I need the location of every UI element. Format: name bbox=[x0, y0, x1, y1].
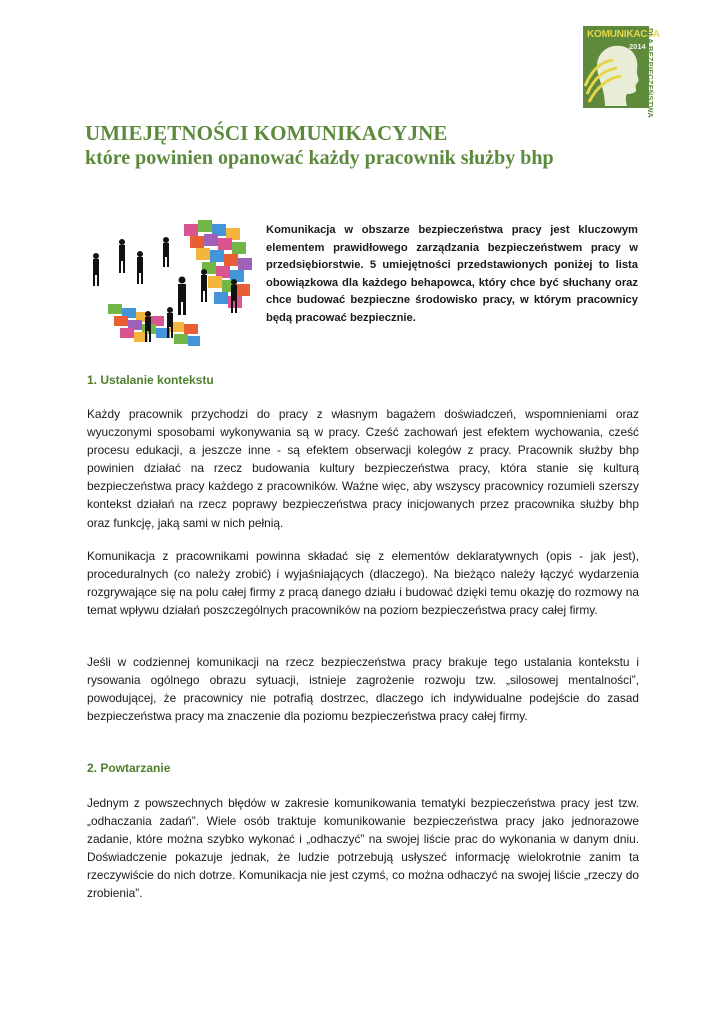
logo-title: KOMUNIKACJA bbox=[587, 29, 660, 40]
paragraph: Komunikacja z pracownikami powinna składać się z elementów deklaratywnych (opis - jak jest), proceduralnych (co należy zrobić) i wyjaśniających (dlaczego). Na bieżąco należy łączyć wydarzenia rozgrywające się na polu całej firmy z pracą danego działu i budować dzięki temu okazję do rozmowy na temat wpływu działań poszczególnych pracowników na poziom bezpieczeństwa pracy całej firmy. bbox=[87, 549, 639, 618]
page-title: UMIEJĘTNOŚCI KOMUNIKACYJNE bbox=[85, 121, 448, 145]
intro-text: Komunikacja w obszarze bezpieczeństwa pracy jest kluczowym elementem prawidłowego zarządzania bezpieczeństwem pracy w przedsiębiorstwie. 5 umiejętności przedstawionych poniżej to lista obowiązkowa dla każdego behapowca, który chce być słuchany oraz chce budować bezpieczne środowisko pracy, w którym pracownicy będą pracować bezpiecznie. bbox=[266, 224, 638, 324]
paragraph: Każdy pracownik przychodzi do pracy z własnym bagażem doświadczeń, wspomnieniami oraz wyuczonymi sposobami wykonywania są w pracy. Cześć zachowań jest efektem wychowania, cześć procesu edukacji, a jeszcze inne - są efektem obserwacji kolegów z pracy. Pracownik służby bhp powinien działać na rzecz budowania kultury bezpieczeństwa pracy, która stanie się kulturą bezpieczeństwa pracy każdego z pracowników. Ważne więc, aby wszyscy pracownicy rozumieli szerszy kontekst działań na rzecz poprawy bezpieczeństwa pracy inicjowanych przez pracownika służby bhp oraz funkcję, jaką sami w nich pełnią. bbox=[87, 407, 639, 530]
paragraph: Jeśli w codziennej komunikacji na rzecz bezpieczeństwa pracy brakuje tego ustalania kontekstu i rysowania ogólnego obrazu sytuacji, istnieje zagrożenie rozwoju tzw. „silosowej mentalności”, powodującej, że pracownicy nie potrafią dostrzec, dlaczego ich indywidualne podejście do zasad bezpieczeństwa pracy ma znaczenie dla poziomu bezpieczeństwa pracy całej firmy. bbox=[87, 655, 639, 724]
logo-year: 2014 bbox=[629, 42, 646, 51]
puzzle-pieces bbox=[108, 220, 252, 346]
section-heading: 2. Powtarzanie bbox=[87, 761, 171, 775]
logo bbox=[583, 26, 663, 118]
page-subtitle: które powinien opanować każdy pracownik służby bhp bbox=[85, 147, 554, 169]
paragraph: Jednym z powszechnych błędów w zakresie komunikowania tematyki bezpieczeństwa pracy jest tzw. „odhaczania zadań”. Wiele osób traktuje komunikowanie bezpieczeństwa pracy jako jednorazowe zadanie, które można szybko wykonać i „odhaczyć” na swojej liście prac do wykonania w danym dniu. Doświadczenie pokazuje jednak, że ludzie potrzebują usłyszeć informację wielokrotnie zanim ta rzeczywiście do nich dotrze. Komunikacja nie jest czymś, co można odhaczyć na swojej liście „rzeczy do zrobienia”. bbox=[87, 796, 639, 901]
section-heading: 1. Ustalanie kontekstu bbox=[87, 373, 214, 387]
business-people-puzzle-illustration bbox=[84, 212, 259, 352]
logo-vertical-text: DLA BEZPIECZEŃSTWA bbox=[646, 28, 655, 118]
